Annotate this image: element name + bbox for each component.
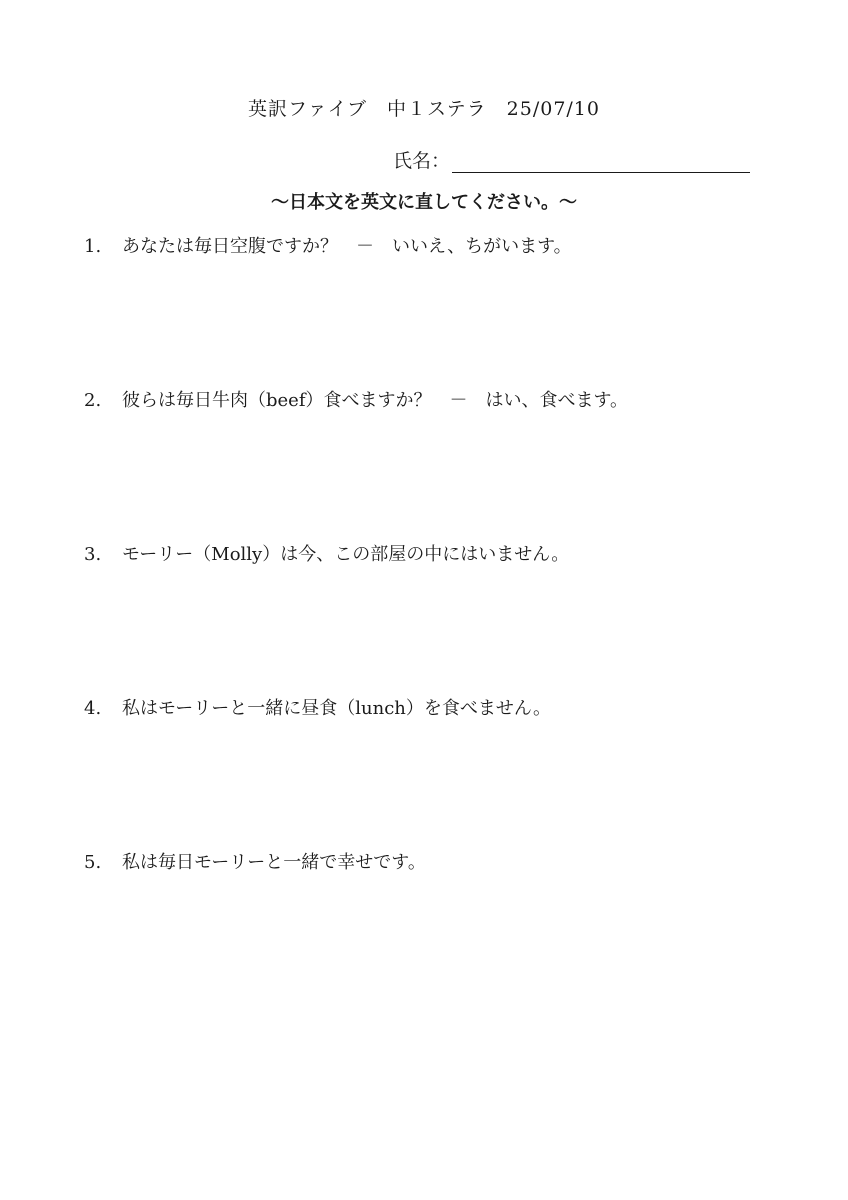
worksheet-title: 英訳ファイブ 中１ステラ 25/07/10	[247, 98, 600, 120]
question-number: 4.	[84, 698, 102, 719]
question-4	[84, 694, 551, 720]
question-text: 彼らは毎日牛肉（beef）食べますか？ － はい、食べます。	[122, 390, 629, 411]
question-text: 私はモーリーと一緒に昼食（lunch）を食べません。	[122, 698, 551, 719]
question-1	[84, 232, 572, 258]
name-field	[393, 146, 750, 173]
question-5	[84, 848, 426, 874]
question-text: あなたは毎日空腹ですか？ － いいえ、ちがいます。	[122, 236, 572, 257]
name-label: 氏名：	[393, 150, 451, 172]
question-number: 2.	[84, 390, 102, 411]
question-number: 5.	[84, 852, 102, 873]
instruction-heading: 〜日本文を英文に直してください。〜	[271, 192, 577, 213]
question-number: 3.	[84, 544, 102, 565]
question-text: モーリー（Molly）は今、この部屋の中にはいません。	[122, 544, 570, 565]
question-2	[84, 386, 628, 412]
question-3	[84, 540, 569, 566]
question-text: 私は毎日モーリーと一緒で幸せです。	[122, 852, 426, 873]
name-blank-line	[452, 148, 750, 173]
question-number: 1.	[84, 236, 102, 257]
